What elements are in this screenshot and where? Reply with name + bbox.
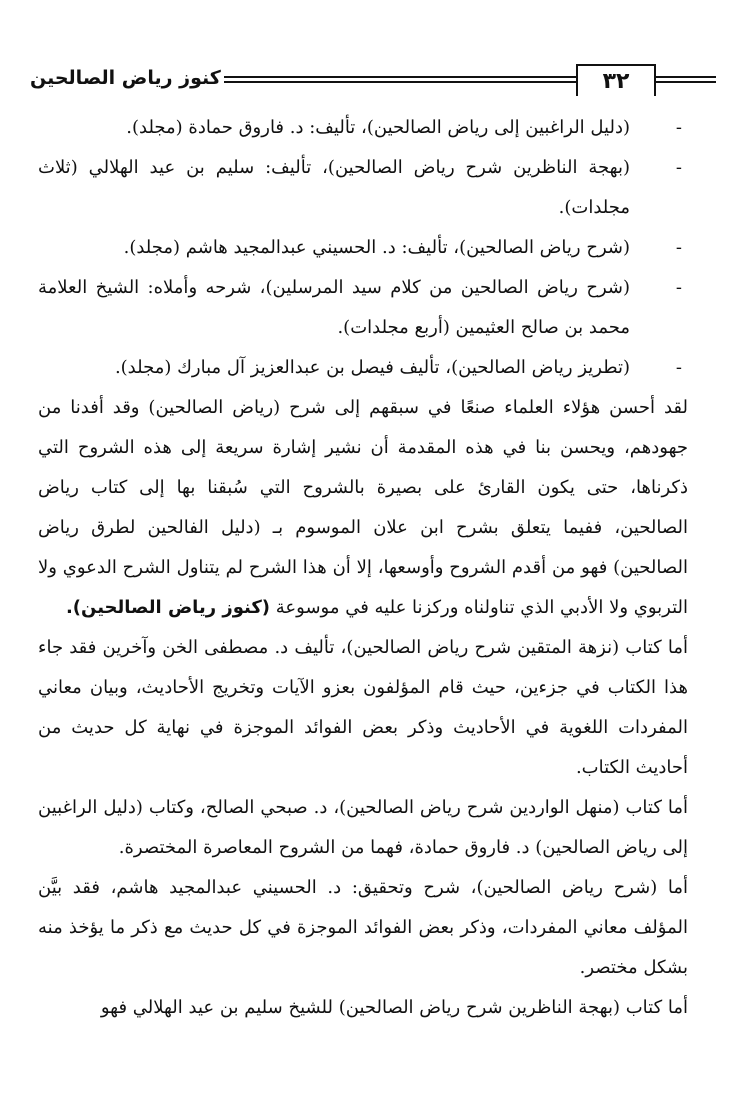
paragraph: أما كتاب (بهجة الناظرين شرح رياض الصالحين) للشيخ سليم بن عيد الهلالي فهو: [100, 997, 688, 1018]
header-rule-left: [224, 76, 576, 83]
paragraph: أما كتاب (نزهة المتقين شرح رياض الصالحين)، تأليف د. مصطفى الخن وآخرين فقد جاء هذا الكتاب في جزءين، حيث قام المؤلفون بعزو الآيات وتخريج الأحاديث، وبيان معاني المفردات اللغوية في الأحاديث وذكر بعض الفوائد الموجزة في نهاية كل حديث من أحاديث الكتاب.: [38, 637, 688, 778]
paragraph-text: لقد أحسن هؤلاء العلماء صنعًا في سبقهم إلى شرح (رياض الصالحين) وقد أفدنا من جهودهم، ويحسن بنا في هذه المقدمة أن نشير إشارة سريعة إلى هذه الشروح التي ذكرناها، حتى يكون القارئ على بصيرة بالشروح التي سُبقنا بها إلى كتاب رياض الصالحين، ففيما يتعلق بشرح ابن علان الموسوم بـ (دليل الفالحين لطرق رياض الصالحين) فهو من أقدم الشروح وأوسعها، إلا أن هذا الشرح لم يتناول الشرح الدعوي ولا التربوي ولا الأدبي الذي تناولناه وركزنا عليه في موسوعة: [38, 397, 688, 618]
paragraph: أما (شرح رياض الصالحين)، شرح وتحقيق: د. الحسيني عبدالمجيد هاشم، فقد بيَّن المؤلف معاني المفردات، وذكر بعض الفوائد الموجزة في كل حديث مع ذكر ما يؤخذ منه بشكل مختصر.: [38, 877, 688, 978]
header-rule-right: [656, 76, 716, 83]
page-number: ٣٢: [576, 64, 656, 96]
sources-list: [38, 108, 688, 388]
paragraph: أما كتاب (منهل الواردين شرح رياض الصالحين)، د. صبحي الصالح، وكتاب (دليل الراغبين إلى رياض الصالحين) د. فاروق حمادة، فهما من الشروح المعاصرة المختصرة.: [38, 797, 688, 858]
page-body: [38, 108, 688, 1028]
book-title: كنوز رياض الصالحين: [30, 67, 221, 89]
paragraph: [38, 388, 688, 628]
list-item: - (بهجة الناظرين شرح رياض الصالحين)، تأليف: سليم بن عيد الهلالي (ثلاث مجلدات).: [38, 148, 688, 228]
list-item: - (شرح رياض الصالحين)، تأليف: د. الحسيني عبدالمجيد هاشم (مجلد).: [38, 228, 688, 268]
list-item: - (تطريز رياض الصالحين)، تأليف فيصل بن عبدالعزيز آل مبارك (مجلد).: [38, 348, 688, 388]
list-item: - (شرح رياض الصالحين من كلام سيد المرسلين)، شرحه وأملاه: الشيخ العلامة محمد بن صالح العثيمين (أربع مجلدات).: [38, 268, 688, 348]
paragraph-emphasis: (كنوز رياض الصالحين).: [65, 597, 271, 618]
page-header: [28, 58, 716, 98]
list-item: - (دليل الراغبين إلى رياض الصالحين)، تأليف: د. فاروق حمادة (مجلد).: [38, 108, 688, 148]
